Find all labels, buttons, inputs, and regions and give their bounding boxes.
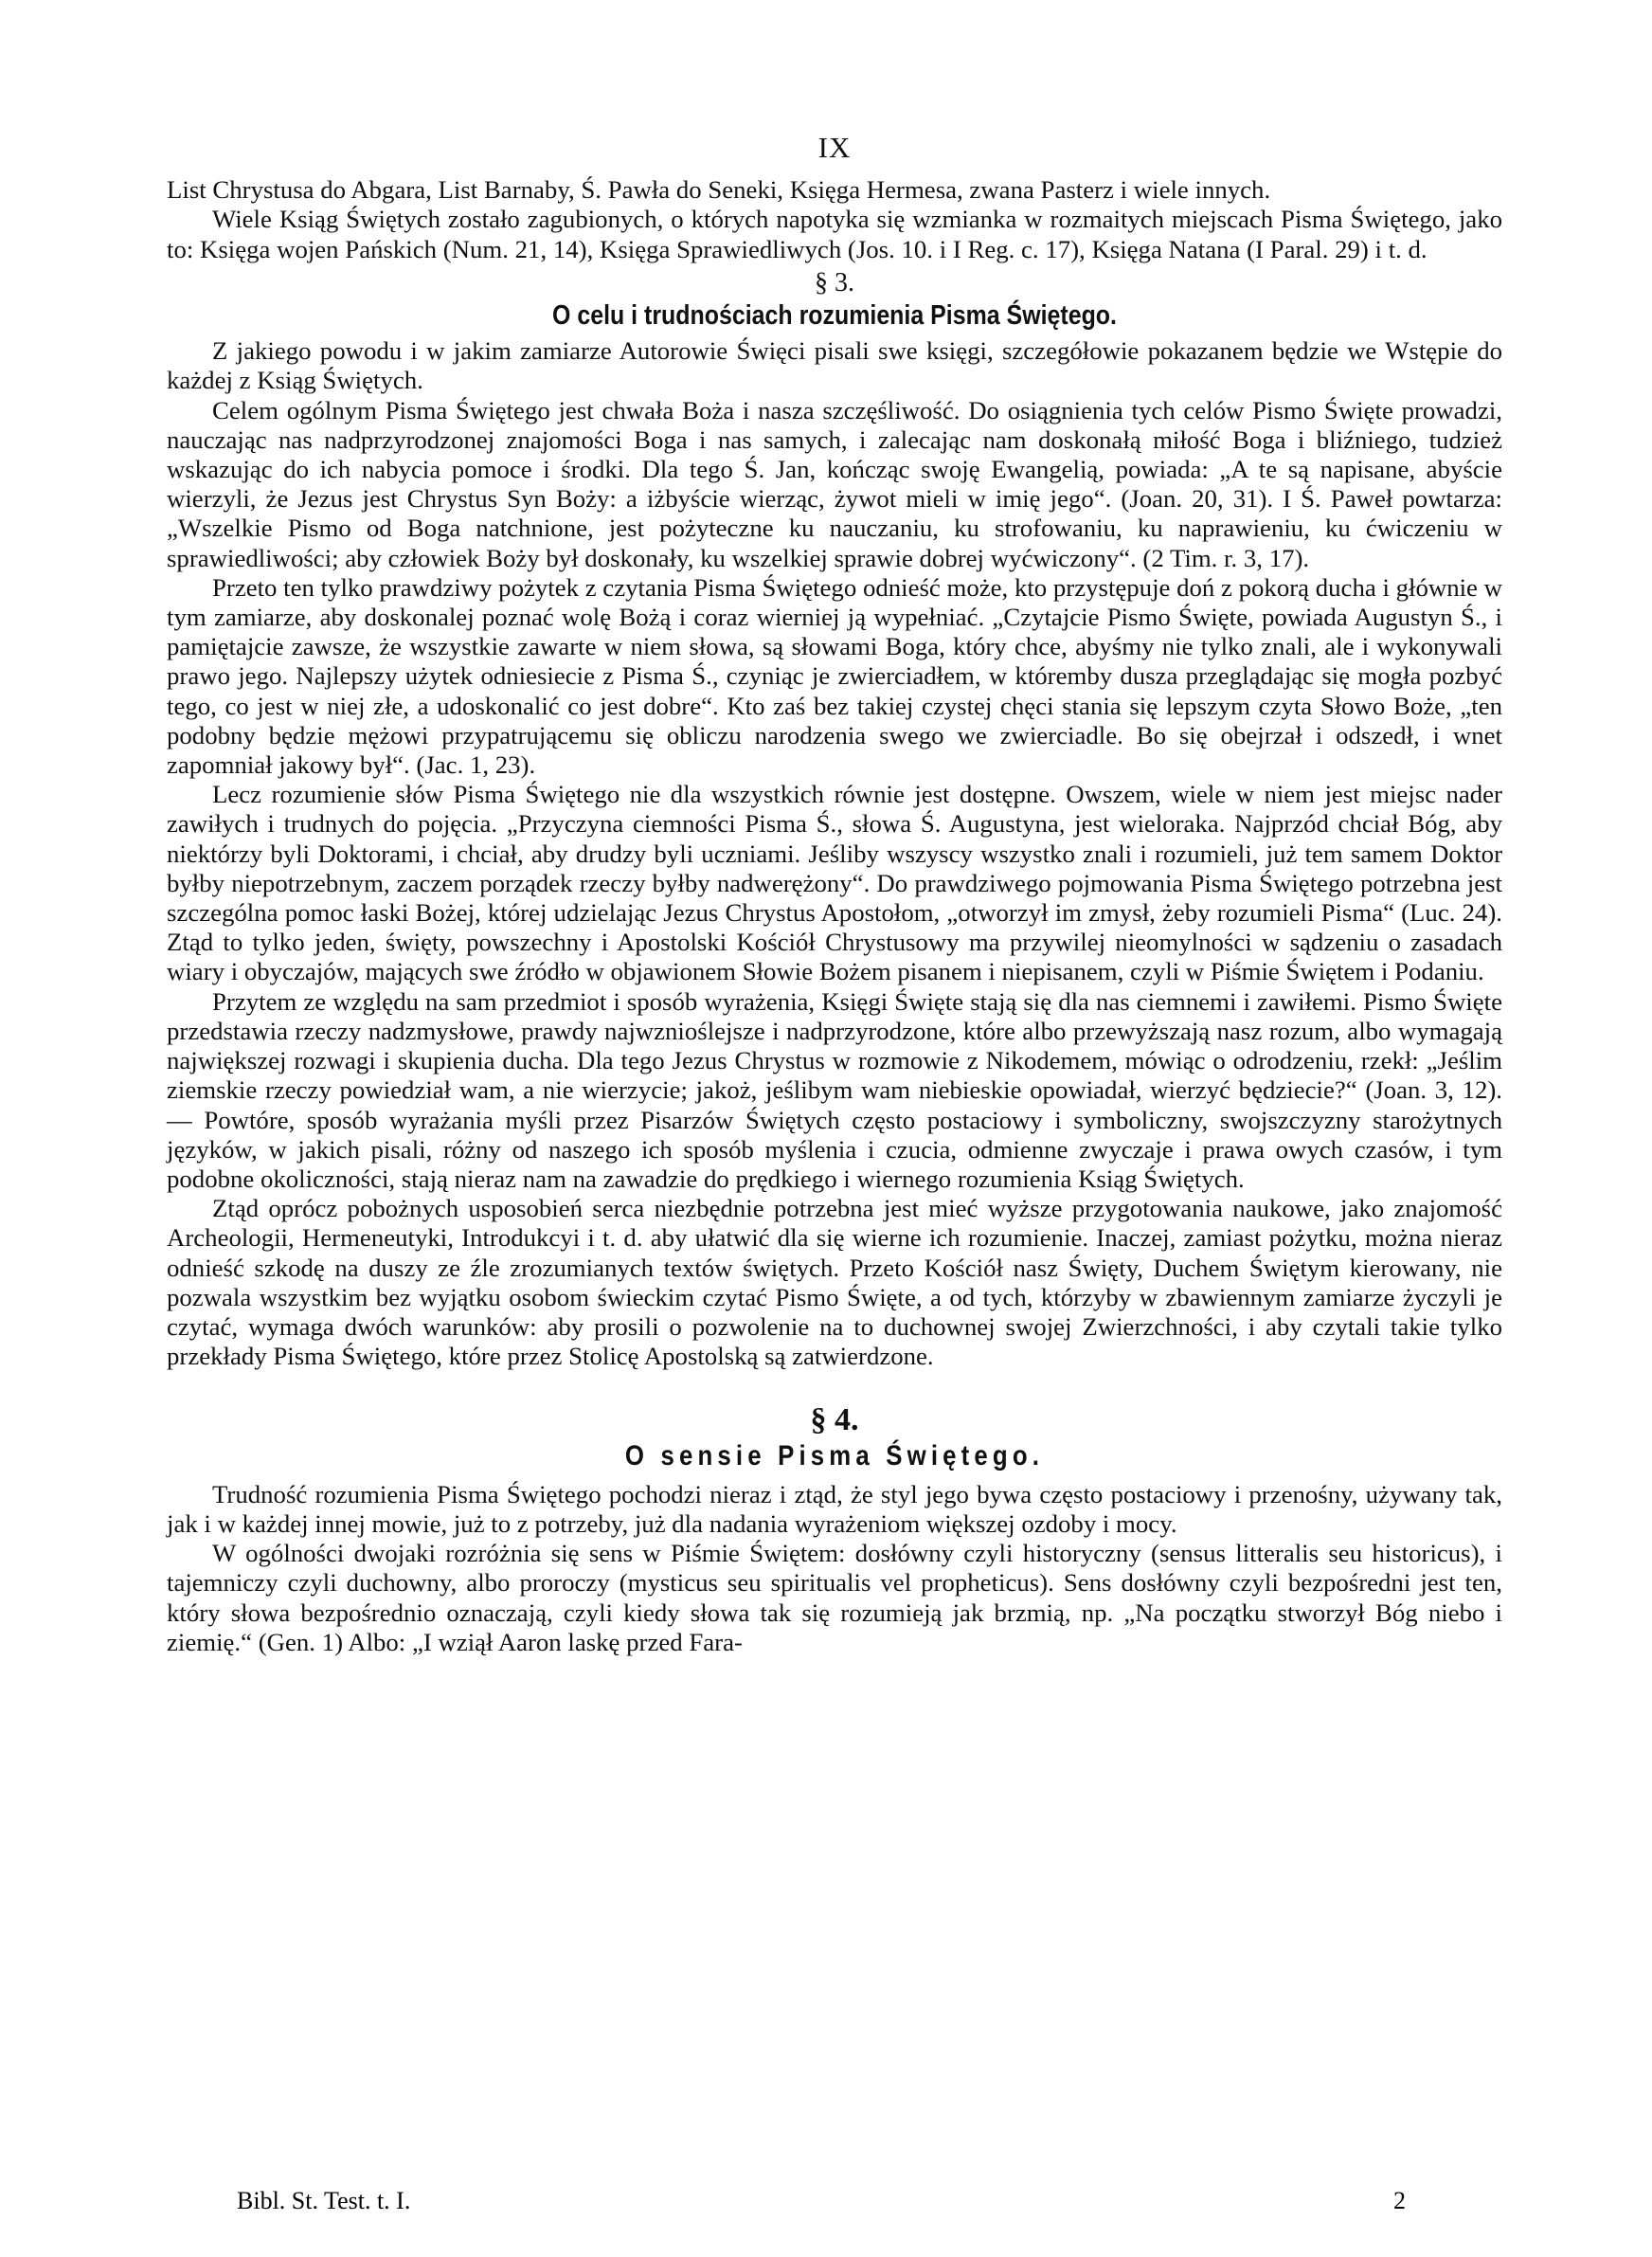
section-4-paragraph-1: Trudność rozumienia Pisma Świętego pochodzi nieraz i ztąd, że styl jego bywa często postaciowy i przenośny, używany tak, jak i w każdej innej mowie, już to z potrzeby, już dla nadania wyrażeniom większej ozdoby i mocy.: [167, 1479, 1502, 1538]
section-3-paragraph-6: Ztąd oprócz pobożnych usposobień serca niezbędnie potrzebna jest mieć wyższe przygotowania naukowe, jako znajomość Archeologii, Hermeneutyki, Introdukcyi i t. d. aby ułatwić dla się wierne ich rozumienie. Inaczej, zamiast pożytku, można nieraz odnieść szkodę na duszy ze źle zrozumianych textów świętych. Przeto Kościół nasz Święty, Duchem Świętym kierowany, nie pozwala wszystkim bez wyjątku osobom świeckim czytać Pismo Święte, a od tych, którzyby w zbawiennym zamiarze życzyli je czytać, wymaga dwóch warunków: aby prosili o pozwolenie na to duchownej swojej Zwierzchności, i aby czytali takie tylko przekłady Pisma Świętego, które przez Stolicę Apostolską są zatwierdzone.: [167, 1194, 1502, 1371]
section-4-paragraph-2: W ogólności dwojaki rozróżnia się sens w Piśmie Świętem: dosłówny czyli historyczny (sensus litteralis seu historicus), i tajemniczy czyli duchowny, albo proroczy (mysticus seu spiritualis vel propheticus). Sens dosłówny czyli bezpośredni jest ten, który słowa bezpośrednio oznaczają, czyli kiedy słowa tak się rozumieją jak brzmią, np. „Na początku stworzył Bóg niebo i ziemię.“ (Gen. 1) Albo: „I wziął Aaron laskę przed Fara-: [167, 1539, 1502, 1656]
section-4-title: O sensie Pisma Świętego.: [624, 1439, 1045, 1472]
paragraph-intro-1: List Chrystusa do Abgara, List Barnaby, Ś. Pawła do Seneki, Księga Hermesa, zwana Pasterz i wiele innych.: [167, 175, 1271, 205]
footer-sheet-number: 2: [1393, 2187, 1406, 2214]
paragraph-intro-2: Wiele Ksiąg Świętych zostało zagubionych, o których napotyka się wzmianka w rozmaitych miejscach Pisma Świętego, jako to: Księga wojen Pańskich (Num. 21, 14), Księga Sprawiedliwych (Jos. 10. i I Reg. c. 17), Księga Natana (I Paral. 29) i t. d.: [167, 205, 1502, 263]
footer-signature: Bibl. St. Test. t. I.: [237, 2187, 411, 2214]
page-number: IX: [817, 131, 852, 164]
section-3-paragraph-3: Przeto ten tylko prawdziwy pożytek z czytania Pisma Świętego odnieść może, kto przystępuje doń z pokorą ducha i głównie w tym zamiarze, aby doskonalej poznać wolę Bożą i coraz wierniej ją wypełniać. „Czytajcie Pismo Święte, powiada Augustyn Ś., i pamiętajcie zawsze, że wszystkie zawarte w niem słowa, są słowami Boga, który chce, abyśmy nie tylko znali, ale i wykonywali prawo jego. Najlepszy użytek odniesiecie z Pisma Ś., czyniąc je zwierciadłem, w któremby dusza przeglądając się mogła pozbyć tego, co jest w niej złe, a udoskonalić co jest dobre“. Kto zaś bez takiej czystej chęci stania się lepszym czyta Słowo Boże, „ten podobny będzie mężowi przypatrującemu się obliczu narodzenia swego we zwierciadle. Bo się obejrzał i odszedł, i wnet zapomniał jakowy był“. (Jac. 1, 23).: [167, 572, 1502, 780]
section-3-paragraph-5: Przytem ze względu na sam przedmiot i sposób wyrażenia, Księgi Święte stają się dla nas ciemnemi i zawiłemi. Pismo Święte przedstawia rzeczy nadzmysłowe, prawdy najwznioślejsze i nadprzyrodzone, które albo przewyższają nasz rozum, albo wymagają największej rozwagi i skupienia ducha. Dla tego Jezus Chrystus w rozmowie z Nikodemem, mówiąc o odrodzeniu, rzekł: „Jeślim ziemskie rzeczy powiedział wam, a nie wierzycie; jakoż, jeślibym wam niebieskie opowiadał, wierzyć będziecie?“ (Joan. 3, 12). — Powtóre, sposób wyrażania myśli przez Pisarzów Świętych często postaciowy i symboliczny, swojszczyzny starożytnych języków, w jakich pisali, różny od naszego ich sposób myślenia i czucia, odmienne zwyczaje i prawa owych czasów, i tym podobne okoliczności, stają nieraz nam na zawadzie do prędkiego i wiernego rozumienia Ksiąg Świętych.: [167, 986, 1502, 1193]
section-3-title: O celu i trudnościach rozumienia Pisma Świętego.: [552, 300, 1117, 332]
section-4-mark: § 4.: [810, 1402, 859, 1438]
section-3-paragraph-1: Z jakiego powodu i w jakim zamiarze Autorowie Święci pisali swe księgi, szczegółowie pokazanem będzie we Wstępie do każdej z Ksiąg Świętych.: [167, 336, 1502, 395]
section-3-paragraph-4: Lecz rozumienie słów Pisma Świętego nie dla wszystkich równie jest dostępne. Owszem, wiele w niem jest miejsc nader zawiłych i trudnych do pojęcia. „Przyczyna ciemności Pisma Ś., słowa Ś. Augustyna, jest wieloraka. Najprzód chciał Bóg, aby niektórzy byli Doktorami, i chciał, aby drudzy byli uczniami. Jeśliby wszyscy wszystko znali i rozumieli, już tem samem Doktor byłby niepotrzebnym, zaczem porządek rzeczy byłby nadwerężony“. Do prawdziwego pojmowania Pisma Świętego potrzebna jest szczególna pomoc łaski Bożej, której udzielając Jezus Chrystus Apostołom, „otworzył im zmysł, żeby rozumieli Pisma“ (Luc. 24). Ztąd to tylko jeden, święty, powszechny i Apostolski Kościół Chrystusowy ma przywilej nieomylności w sądzeniu o zasadach wiary i obyczajów, mających swe źródło w objawionem Słowie Bożem pisanem i niepisanem, czyli w Piśmie Świętem i Podaniu.: [167, 780, 1502, 986]
section-3-paragraph-2: Celem ogólnym Pisma Świętego jest chwała Boża i nasza szczęśliwość. Do osiągnienia tych celów Pismo Święte prowadzi, nauczając nas nadprzyrodzonej znajomości Boga i nas samych, i zalecając nam doskonałą miłość Boga i bliźniego, tudzież wskazując do ich nabycia pomoce i środki. Dla tego Ś. Jan, kończąc swoję Ewangelią, powiada: „A te są napisane, abyście wierzyli, że Jezus jest Chrystus Syn Boży: a iżbyście wierząc, żywot mieli w imię jego“. (Joan. 20, 31). I Ś. Paweł powtarza: „Wszelkie Pismo od Boga natchnione, jest pożyteczne ku nauczaniu, ku strofowaniu, ku naprawieniu, ku ćwiczeniu w sprawiedliwości; aby człowiek Boży był doskonały, ku wszelkiej sprawie dobrej wyćwiczony“. (2 Tim. r. 3, 17).: [167, 395, 1502, 572]
section-3-mark: § 3.: [815, 267, 854, 298]
page-footer: [237, 2187, 1406, 2215]
